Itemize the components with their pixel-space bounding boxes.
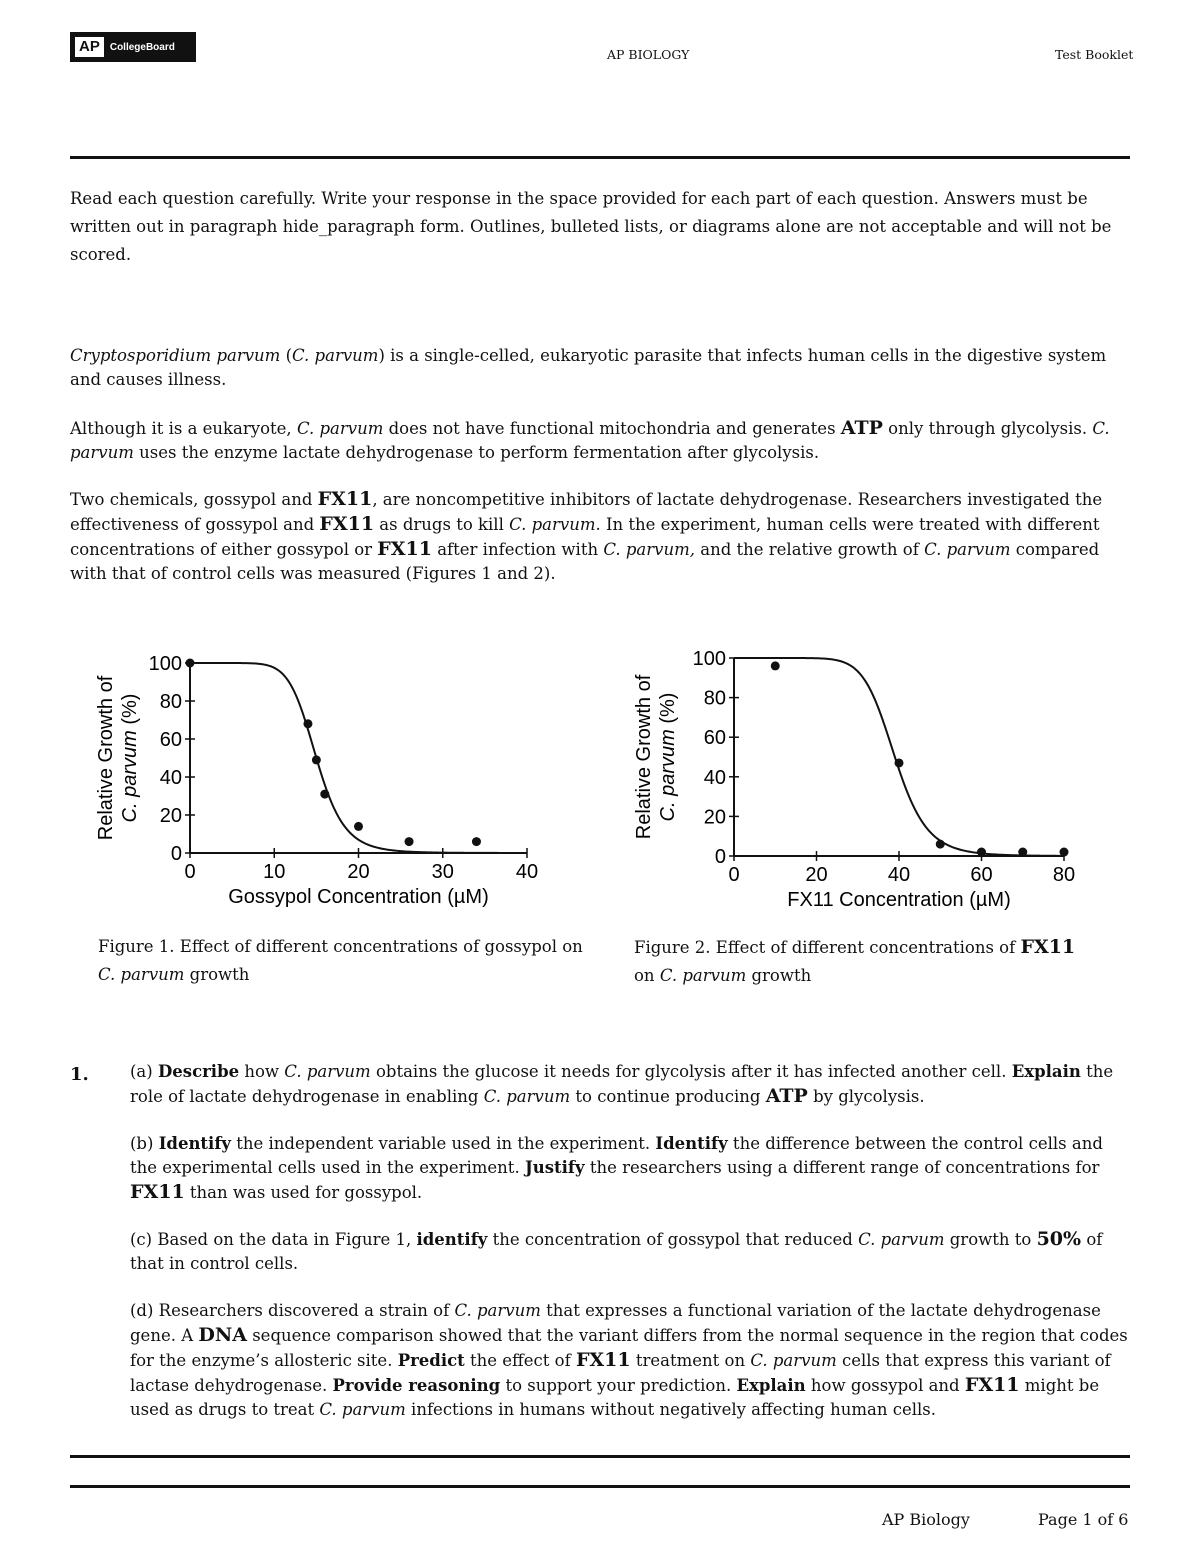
text: growth [746,966,812,985]
species-abbr: C. parvum [296,419,384,438]
question-part-b [130,1132,1130,1205]
data-point [936,840,945,849]
text: the researchers using a different range of concentrations for [584,1158,1100,1177]
y-tick-label: 80 [159,691,182,713]
footer-page: Page 1 of 6 [1038,1510,1129,1529]
fx11-term: FX11 [130,1181,185,1203]
task-verb: Predict [397,1351,465,1370]
text: to support your prediction. [500,1376,737,1395]
species-name: Cryptosporidium parvum [70,346,281,365]
text: and the relative growth of [694,540,925,559]
footer-divider [70,1485,1130,1488]
x-tick-label: 0 [184,861,196,883]
text: on [634,966,660,985]
data-point [472,837,481,846]
task-verb: Provide reasoning [332,1376,501,1395]
logo-collegeboard-text: CollegeBoard [109,41,175,53]
text: that expresses a functional variation of the lactate dehydrogenase gene. A [130,1301,1101,1345]
atp-term: ATP [840,417,883,439]
fx11-term: FX11 [317,488,373,510]
x-tick-label: 40 [515,861,539,883]
text: , are noncompetitive inhibitors of lactate dehydrogenase. Researchers investigated the effectiveness of gossypol and [70,490,1103,534]
species-abbr: C. parvum [750,1351,837,1370]
text: ( [280,346,293,365]
task-verb: Explain [736,1376,806,1395]
text: does not have functional mitochondria and generates [383,419,841,438]
text: cells that express this variant of lactase dehydrogenase. [130,1351,1111,1395]
text: compared with that of control cells was measured (Figures 1 and 2). [70,540,1100,583]
y-tick-label: 100 [692,648,726,670]
task-verb: identify [416,1230,488,1249]
text: sequence comparison showed that the variant differs from the normal sequence in the region that codes for the enzyme’s allosteric site. [130,1326,1128,1370]
header-divider [70,156,1130,159]
question-part-c [130,1227,1130,1276]
species-abbr: C. parvum [284,1062,371,1081]
data-point [320,790,329,799]
y-axis-label-line1: Relative Growth of [95,675,117,841]
x-tick-label: 0 [728,864,740,886]
text: growth [184,965,250,984]
y-axis-label-unit: (%) [119,693,141,731]
y-tick-label: 40 [159,767,182,789]
question-part-a [130,1060,1130,1109]
stimulus-paragraph-3 [70,487,1132,586]
stimulus-paragraph-1 [70,344,1132,392]
ap-collegeboard-logo [70,32,196,62]
species-abbr: C. parvum [292,346,379,365]
data-point [895,758,904,767]
fx11-term: FX11 [377,538,432,560]
fx11-term: FX11 [575,1349,631,1371]
text: might be used as drugs to treat [130,1376,1100,1419]
task-verb: Identify [655,1134,728,1153]
y-tick-label: 40 [703,766,726,789]
data-point [186,659,195,668]
text: of that in control cells. [130,1230,1103,1273]
x-tick-label: 20 [805,864,828,886]
text: than was used for gossypol. [184,1183,423,1202]
text: infections in humans without negatively affecting human cells. [405,1400,936,1419]
text: Although it is a eukaryote, [70,419,297,438]
species-abbr: C. parvum [858,1230,945,1249]
data-point [354,822,363,831]
text: by glycolysis. [807,1087,925,1106]
dna-term: DNA [198,1324,247,1346]
x-tick-label: 60 [970,864,993,886]
x-tick-label: 10 [263,861,286,883]
instructions: Read each question carefully. Write your response in the space provided for each part of each question. Answers must be written out in paragraph hide_paragraph form. Outlines, bulleted lists, or diagrams alone are not acceptable and will not be scored. [70,189,1112,264]
y-tick-label: 60 [703,727,726,750]
data-point [312,755,321,764]
text: only through glycolysis. [882,419,1093,438]
text: the role of lactate dehydrogenase in enabling [130,1062,1114,1106]
text: Figure 1. Effect of different concentrations of gossypol on [98,937,583,956]
text: how gossypol and [805,1376,965,1395]
figure-2-caption [634,933,1134,990]
species-abbr: C. parvum [454,1301,541,1320]
stimulus-paragraph-2 [70,416,1132,465]
text: (d) Researchers discovered a strain of [130,1301,455,1320]
y-tick-label: 100 [148,653,182,675]
text: the effect of [464,1351,576,1370]
data-point [977,848,986,857]
text: ) is a single-celled, eukaryotic parasite that infects human cells in the digestive system and causes illness. [70,346,1107,389]
species-abbr: C. parvum [98,965,185,984]
text: (b) [130,1134,159,1153]
species-abbr: C. parvum [509,515,596,534]
species-abbr: C. parvum [924,540,1011,559]
task-verb: Identify [158,1134,232,1153]
x-tick-label: 40 [887,864,911,886]
species-abbr: C. parvum [483,1087,571,1106]
y-tick-label: 0 [170,843,182,865]
x-tick-label: 80 [1052,864,1076,886]
fit-curve [734,658,1064,856]
atp-term: ATP [765,1085,808,1107]
task-verb: Describe [157,1062,240,1081]
footer-subject: AP Biology [882,1510,970,1529]
x-tick-label: 30 [431,861,454,883]
y-axis-label-species: C. parvum [119,730,141,823]
y-tick-label: 60 [159,729,182,751]
figure-2-chart [628,640,1088,930]
y-tick-label: 0 [714,846,726,868]
question-part-d [130,1299,1130,1422]
text: to continue producing [570,1087,766,1106]
text: how [239,1062,285,1081]
percent-term: 50% [1036,1228,1082,1250]
text: obtains the glucose it needs for glycolysis after it has infected another cell. [370,1062,1012,1081]
fx11-term: FX11 [964,1374,1020,1396]
figure-1-chart [90,640,560,930]
data-point [303,719,312,728]
text: Two chemicals, gossypol and [70,490,318,509]
header-title: AP BIOLOGY [607,47,690,62]
task-verb: Explain [1011,1062,1081,1081]
fx11-term: FX11 [1020,936,1076,958]
text: the concentration of gossypol that reduced [487,1230,859,1249]
figure-1-caption [98,933,588,989]
y-axis-label-line1: Relative Growth of [633,674,655,840]
text: uses the enzyme lactate dehydrogenase to perform fermentation after glycolysis. [133,443,820,462]
text: (a) [130,1062,158,1081]
species-abbr: C. parvum [319,1400,406,1419]
species-abbr: C. parvum, [603,540,695,559]
data-point [1018,848,1027,857]
x-axis-label: FX11 Concentration (µM) [787,889,1011,911]
text: treatment on [630,1351,751,1370]
text: growth to [944,1230,1037,1249]
x-axis-label: Gossypol Concentration (µM) [228,886,489,908]
logo-ap-text: AP [75,37,104,57]
text: after infection with [431,540,604,559]
question-number: 1. [70,1064,89,1085]
answer-line [70,1455,1130,1458]
y-tick-label: 80 [703,687,726,710]
x-tick-label: 20 [347,861,370,883]
y-tick-label: 20 [159,805,182,827]
text: Figure 2. Effect of different concentrations of [634,938,1021,957]
text: as drugs to kill [374,515,510,534]
header-booklet: Test Booklet [1055,47,1134,62]
data-point [405,837,414,846]
text: the independent variable used in the experiment. [231,1134,656,1153]
fx11-term: FX11 [319,513,375,535]
species-abbr: C. parvum [659,966,747,985]
species-abbr: C. parvum [70,419,1110,462]
task-verb: Justify [524,1158,585,1177]
y-axis-label-line2 [657,693,679,822]
text: . In the experiment, human cells were treated with different concentrations of either gossypol or [70,515,1100,559]
y-axis-label-species: C. parvum [657,729,679,822]
data-point [1060,848,1069,857]
y-tick-label: 20 [703,806,726,829]
y-axis-label-line2 [119,694,141,823]
text: (c) Based on the data in Figure 1, [130,1230,417,1249]
text: the difference between the control cells and the experimental cells used in the experiment. [130,1134,1103,1177]
y-axis-label-unit: (%) [657,692,679,730]
data-point [771,661,780,670]
